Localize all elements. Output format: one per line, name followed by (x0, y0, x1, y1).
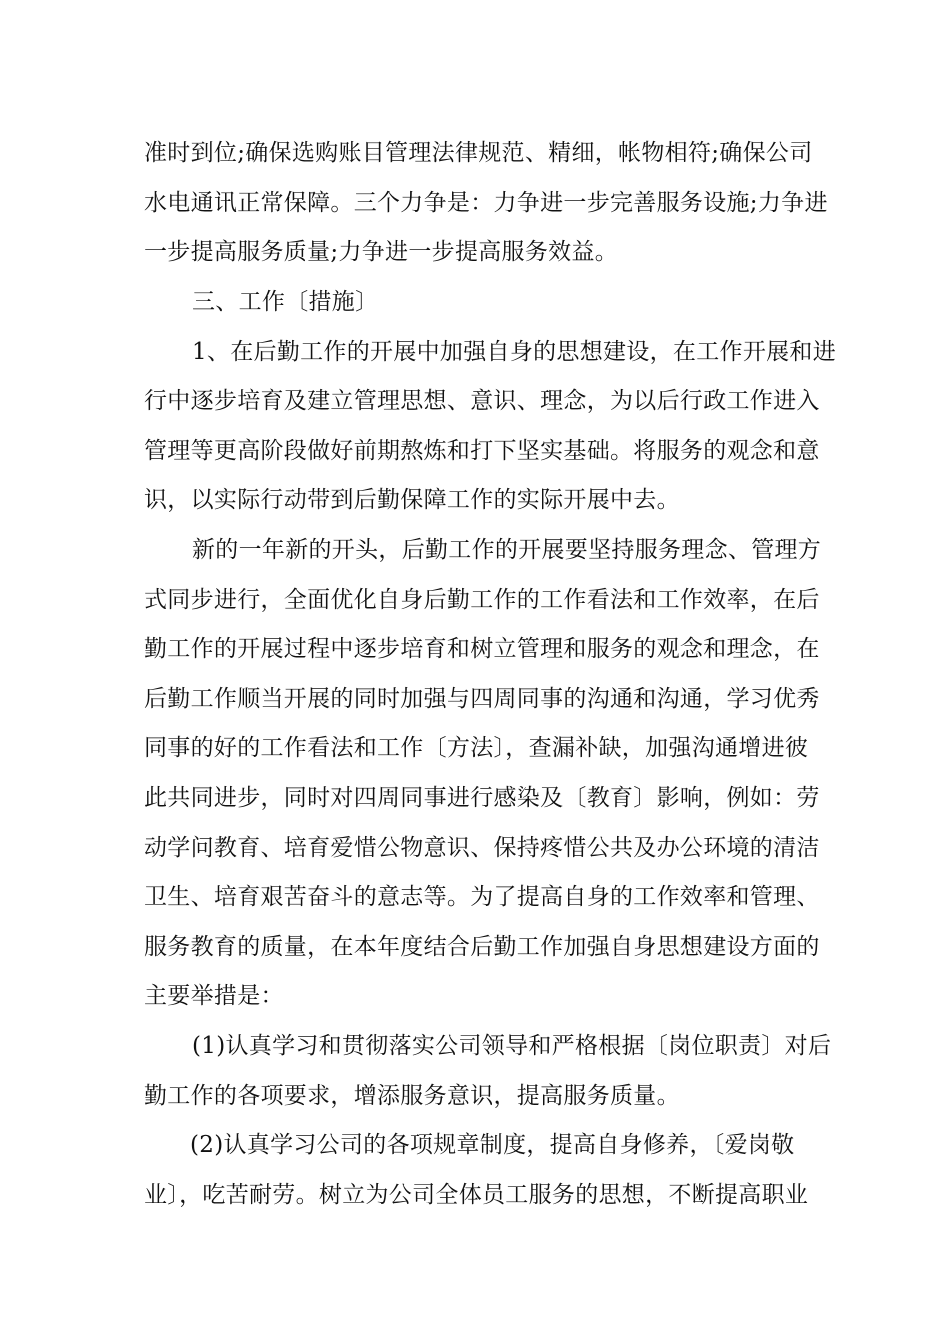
text-line: 水电通讯正常保障。三个力争是：力争进一步完善服务设施;力争进 (144, 190, 828, 216)
text-line: 式同步进行，全面优化自身后勤工作的工作看法和工作效率，在后 (144, 587, 820, 613)
text-line: 卫生、培育艰苦奋斗的意志等。为了提高自身的工作效率和管理、 (144, 884, 820, 910)
text-line: 主要举措是： (144, 983, 284, 1009)
text-line: 勤工作的开展过程中逐步培育和树立管理和服务的观念和理念，在 (144, 636, 820, 662)
list-item: (2)认真学习公司的各项规章制度，提高自身修养，〔爱岗敬 (190, 1132, 795, 1158)
text-line: 准时到位;确保选购账目管理法律规范、精细，帐物相符;确保公司 (144, 140, 813, 166)
text-line: 业〕，吃苦耐劳。树立为公司全体员工服务的思想，不断提高职业 (144, 1182, 809, 1208)
text-line: 服务教育的质量，在本年度结合后勤工作加强自身思想建设方面的 (144, 934, 820, 960)
text-line: 管理等更高阶段做好前期熬炼和打下坚实基础。将服务的观念和意 (144, 438, 820, 464)
list-item: (1)认真学习和贯彻落实公司领导和严格根据〔岗位职责〕对后 (192, 1033, 832, 1059)
text-line: 行中逐步培育及建立管理思想、意识、理念，为以后行政工作进入 (144, 388, 820, 414)
text-line: 新的一年新的开头，后勤工作的开展要坚持服务理念、管理方 (192, 537, 822, 563)
text-line: 勤工作的各项要求，增添服务意识，提高服务质量。 (144, 1083, 680, 1109)
text-line: 一步提高服务质量;力争进一步提高服务效益。 (144, 239, 619, 265)
text-line: 同事的好的工作看法和工作〔方法〕，查漏补缺，加强沟通增进彼 (144, 735, 809, 761)
text-line: 动学问教育、培育爱惜公物意识、保持疼惜公共及办公环境的清洁 (144, 835, 820, 861)
text-line: 后勤工作顺当开展的同时加强与四周同事的沟通和沟通，学习优秀 (144, 686, 820, 712)
text-line: 识，以实际行动带到后勤保障工作的实际开展中去。 (144, 487, 680, 513)
text-line: 1、在后勤工作的开展中加强自身的思想建设，在工作开展和进 (192, 339, 837, 365)
text-line: 此共同进步，同时对四周同事进行感染及〔教育〕影响，例如：劳 (144, 785, 820, 811)
section-heading: 三、工作〔措施〕 (192, 289, 379, 315)
